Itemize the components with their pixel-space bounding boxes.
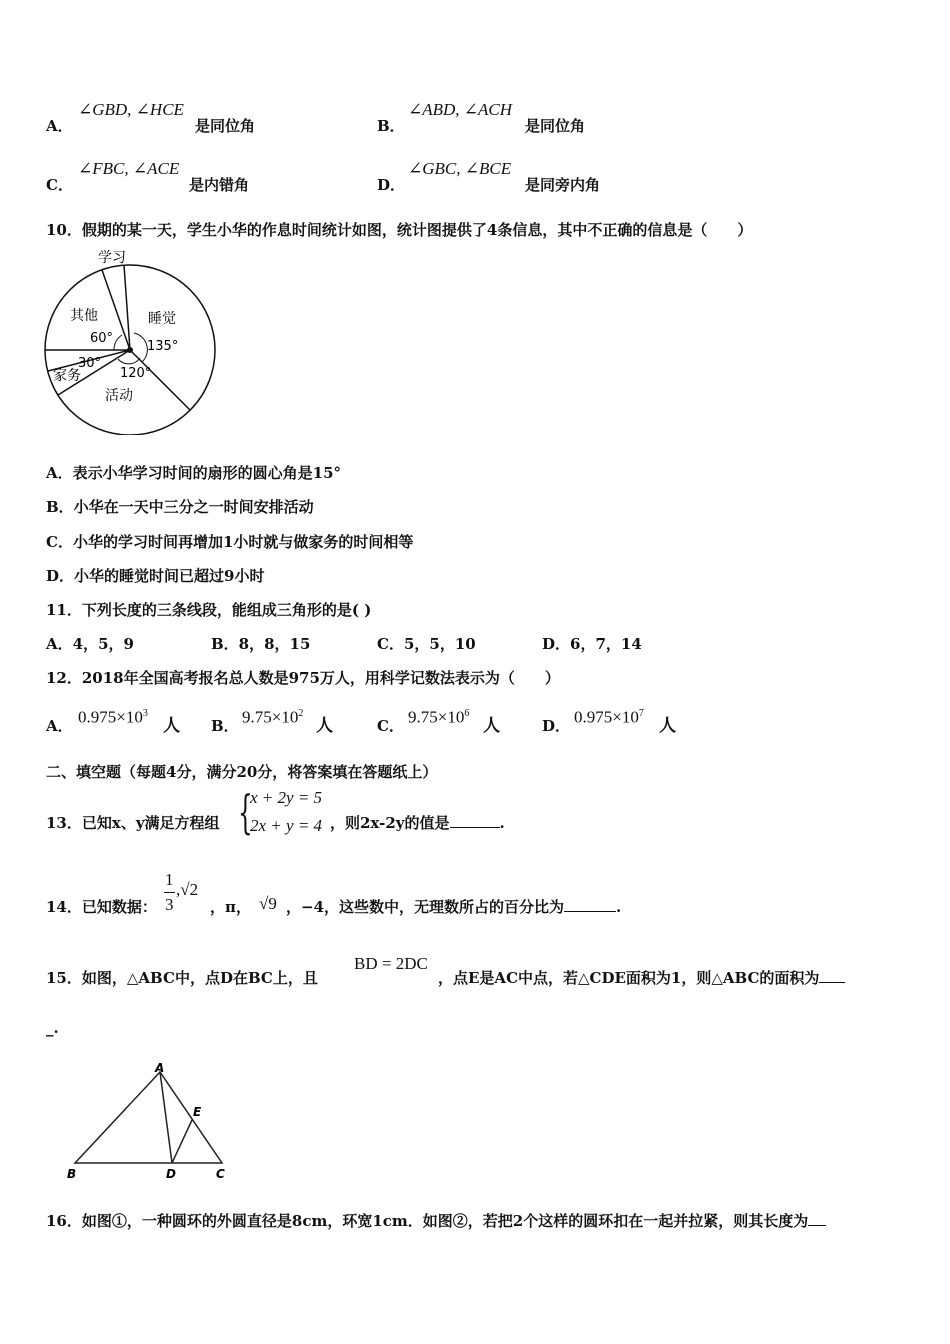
q9-option-a-text: 是同位角 <box>195 117 256 135</box>
q12-option-a[interactable] <box>46 716 73 736</box>
q15-prefix: 15．如图，△ABC中，点D在BC上，且 <box>46 969 318 987</box>
q12-option-d[interactable] <box>542 716 570 736</box>
q12-option-d-value <box>574 704 644 728</box>
q14-mid: ，π， <box>210 898 251 916</box>
q14-sqrt2: ,√2 <box>176 880 199 899</box>
label-e: E <box>193 1105 202 1119</box>
q12-option-c[interactable] <box>377 716 404 736</box>
q15-answer-blank[interactable] <box>819 968 845 983</box>
q14-end: . <box>616 898 622 916</box>
q13-suffix-text: ，则2x-2y的值是 <box>330 814 450 832</box>
q13-equation-1: x + 2y = 5 <box>250 788 323 807</box>
q11-option-a[interactable]: A．4，5，9 <box>46 635 134 653</box>
q9-option-a-label: A． <box>46 117 73 135</box>
q12-option-c-unit: 人 <box>483 716 500 736</box>
q9-option-b-expr: ∠ABD, ∠ACH <box>408 100 513 119</box>
q14-sqrt9: √9 <box>259 894 277 913</box>
q9-option-c-label: C． <box>46 176 73 194</box>
q16-stem <box>46 1211 826 1231</box>
q9-option-d[interactable] <box>377 175 405 195</box>
triangle-diagram <box>60 1060 240 1185</box>
q14-suffix-text: ，−4，这些数中，无理数所占的百分比为 <box>286 898 565 916</box>
q15-condition: BD = 2DC <box>354 954 428 973</box>
section-2-heading: 二、填空题（每题4分，满分20分，将答案填在答题纸上） <box>46 763 438 781</box>
q10-stem: 10．假期的某一天，学生小华的作息时间统计如图，统计图提供了4条信息，其中不正确的信息是（ ） <box>46 221 753 239</box>
pie-label-study: 学习 <box>98 250 126 266</box>
q13-end: . <box>499 814 505 832</box>
q12-option-a-exp: 3 <box>142 708 148 719</box>
q15-suffix <box>438 968 845 988</box>
q16-stem-text: 16．如图①，一种圆环的外圆直径是8cm，环宽1cm．如图②，若把2个这样的圆环扣在一起并拉紧，则其长度为 <box>46 1212 809 1230</box>
label-a: A <box>155 1061 165 1075</box>
label-d: D <box>166 1167 176 1181</box>
q9-option-c-expr: ∠FBC, ∠ACE <box>78 159 180 178</box>
q12-option-d-label: D． <box>542 717 571 735</box>
q12-option-b-value <box>242 704 303 728</box>
pie-arc-120 <box>118 358 140 364</box>
pie-label-other: 其他 <box>70 308 98 324</box>
q14-frac-bar <box>164 892 175 893</box>
q13-equation-2: 2x + y = 4 <box>250 816 323 835</box>
pie-arc-60 <box>114 335 122 350</box>
q10-option-d[interactable]: D．小华的睡觉时间已超过9小时 <box>46 567 265 585</box>
q13-brace: { <box>238 785 253 839</box>
pie-center <box>127 347 133 353</box>
pie-label-sleep: 睡觉 <box>148 311 176 327</box>
q12-option-c-label: C． <box>377 717 404 735</box>
pie-label-activity: 活动 <box>105 388 133 404</box>
q10-option-a[interactable]: A．表示小华学习时间的扇形的圆心角是15° <box>46 464 342 482</box>
q14-answer-blank[interactable] <box>564 897 616 912</box>
q11-option-d[interactable]: D．6，7，14 <box>542 635 642 653</box>
q16-answer-blank[interactable] <box>808 1211 826 1226</box>
q14-prefix: 14．已知数据： <box>46 898 157 916</box>
q9-option-d-text: 是同旁内角 <box>525 176 601 194</box>
q12-option-b[interactable] <box>211 716 239 736</box>
q12-option-d-exp: 7 <box>638 708 644 719</box>
pie-arc-135 <box>134 333 147 362</box>
q12-option-b-exp: 2 <box>298 708 304 719</box>
q15-continuation: _. <box>46 1019 59 1037</box>
pie-label-135: 135° <box>147 339 179 354</box>
q12-option-a-unit: 人 <box>163 716 180 736</box>
q14-frac-den: 3 <box>165 895 174 914</box>
q13-prefix: 13．已知x、y满足方程组 <box>46 814 220 832</box>
q13-suffix <box>330 813 505 833</box>
q9-option-c-text: 是内错角 <box>189 176 250 194</box>
q12-option-c-value <box>408 704 469 728</box>
pie-label-house: 家务 <box>53 368 81 384</box>
q9-option-b[interactable] <box>377 116 405 136</box>
segment-de <box>172 1120 192 1163</box>
q9-option-c[interactable] <box>46 175 73 195</box>
q11-stem: 11．下列长度的三条线段，能组成三角形的是( ) <box>46 601 372 619</box>
pie-label-30: 30° <box>78 356 102 371</box>
q12-option-c-exp: 6 <box>464 708 470 719</box>
q12-option-b-base: 9.75×10 <box>242 707 299 727</box>
q13-answer-blank[interactable] <box>450 813 500 828</box>
q11-option-c[interactable]: C．5，5，10 <box>377 635 476 653</box>
pie-chart <box>40 245 225 435</box>
q12-option-a-value <box>78 704 148 728</box>
q9-option-b-label: B． <box>377 117 405 135</box>
q11-option-b[interactable]: B．8，8，15 <box>211 635 311 653</box>
q10-option-b[interactable]: B．小华在一天中三分之一时间安排活动 <box>46 498 314 516</box>
q12-option-d-unit: 人 <box>659 716 676 736</box>
q12-stem: 12．2018年全国高考报名总人数是975万人，用科学记数法表示为（ ） <box>46 669 560 687</box>
q9-option-b-text: 是同位角 <box>525 117 586 135</box>
q15-suffix-text: ，点E是AC中点，若△CDE面积为1，则△ABC的面积为 <box>438 969 820 987</box>
q9-option-a-expr: ∠GBD, ∠HCE <box>78 100 184 119</box>
q12-option-a-base: 0.975×10 <box>78 707 143 727</box>
label-c: C <box>216 1167 225 1181</box>
q12-option-d-base: 0.975×10 <box>574 707 639 727</box>
q12-option-a-label: A． <box>46 717 73 735</box>
q9-option-a[interactable] <box>46 116 73 136</box>
pie-label-120: 120° <box>120 366 152 381</box>
q12-option-b-label: B． <box>211 717 239 735</box>
pie-label-60: 60° <box>90 331 114 346</box>
q14-frac-num: 1 <box>165 870 174 889</box>
q9-option-d-expr: ∠GBC, ∠BCE <box>408 159 512 178</box>
q10-option-c[interactable]: C．小华的学习时间再增加1小时就与做家务的时间相等 <box>46 533 414 551</box>
q12-option-b-unit: 人 <box>316 716 333 736</box>
q9-option-d-label: D． <box>377 176 406 194</box>
label-b: B <box>67 1167 77 1181</box>
q12-option-c-base: 9.75×10 <box>408 707 465 727</box>
q14-suffix <box>286 897 621 917</box>
